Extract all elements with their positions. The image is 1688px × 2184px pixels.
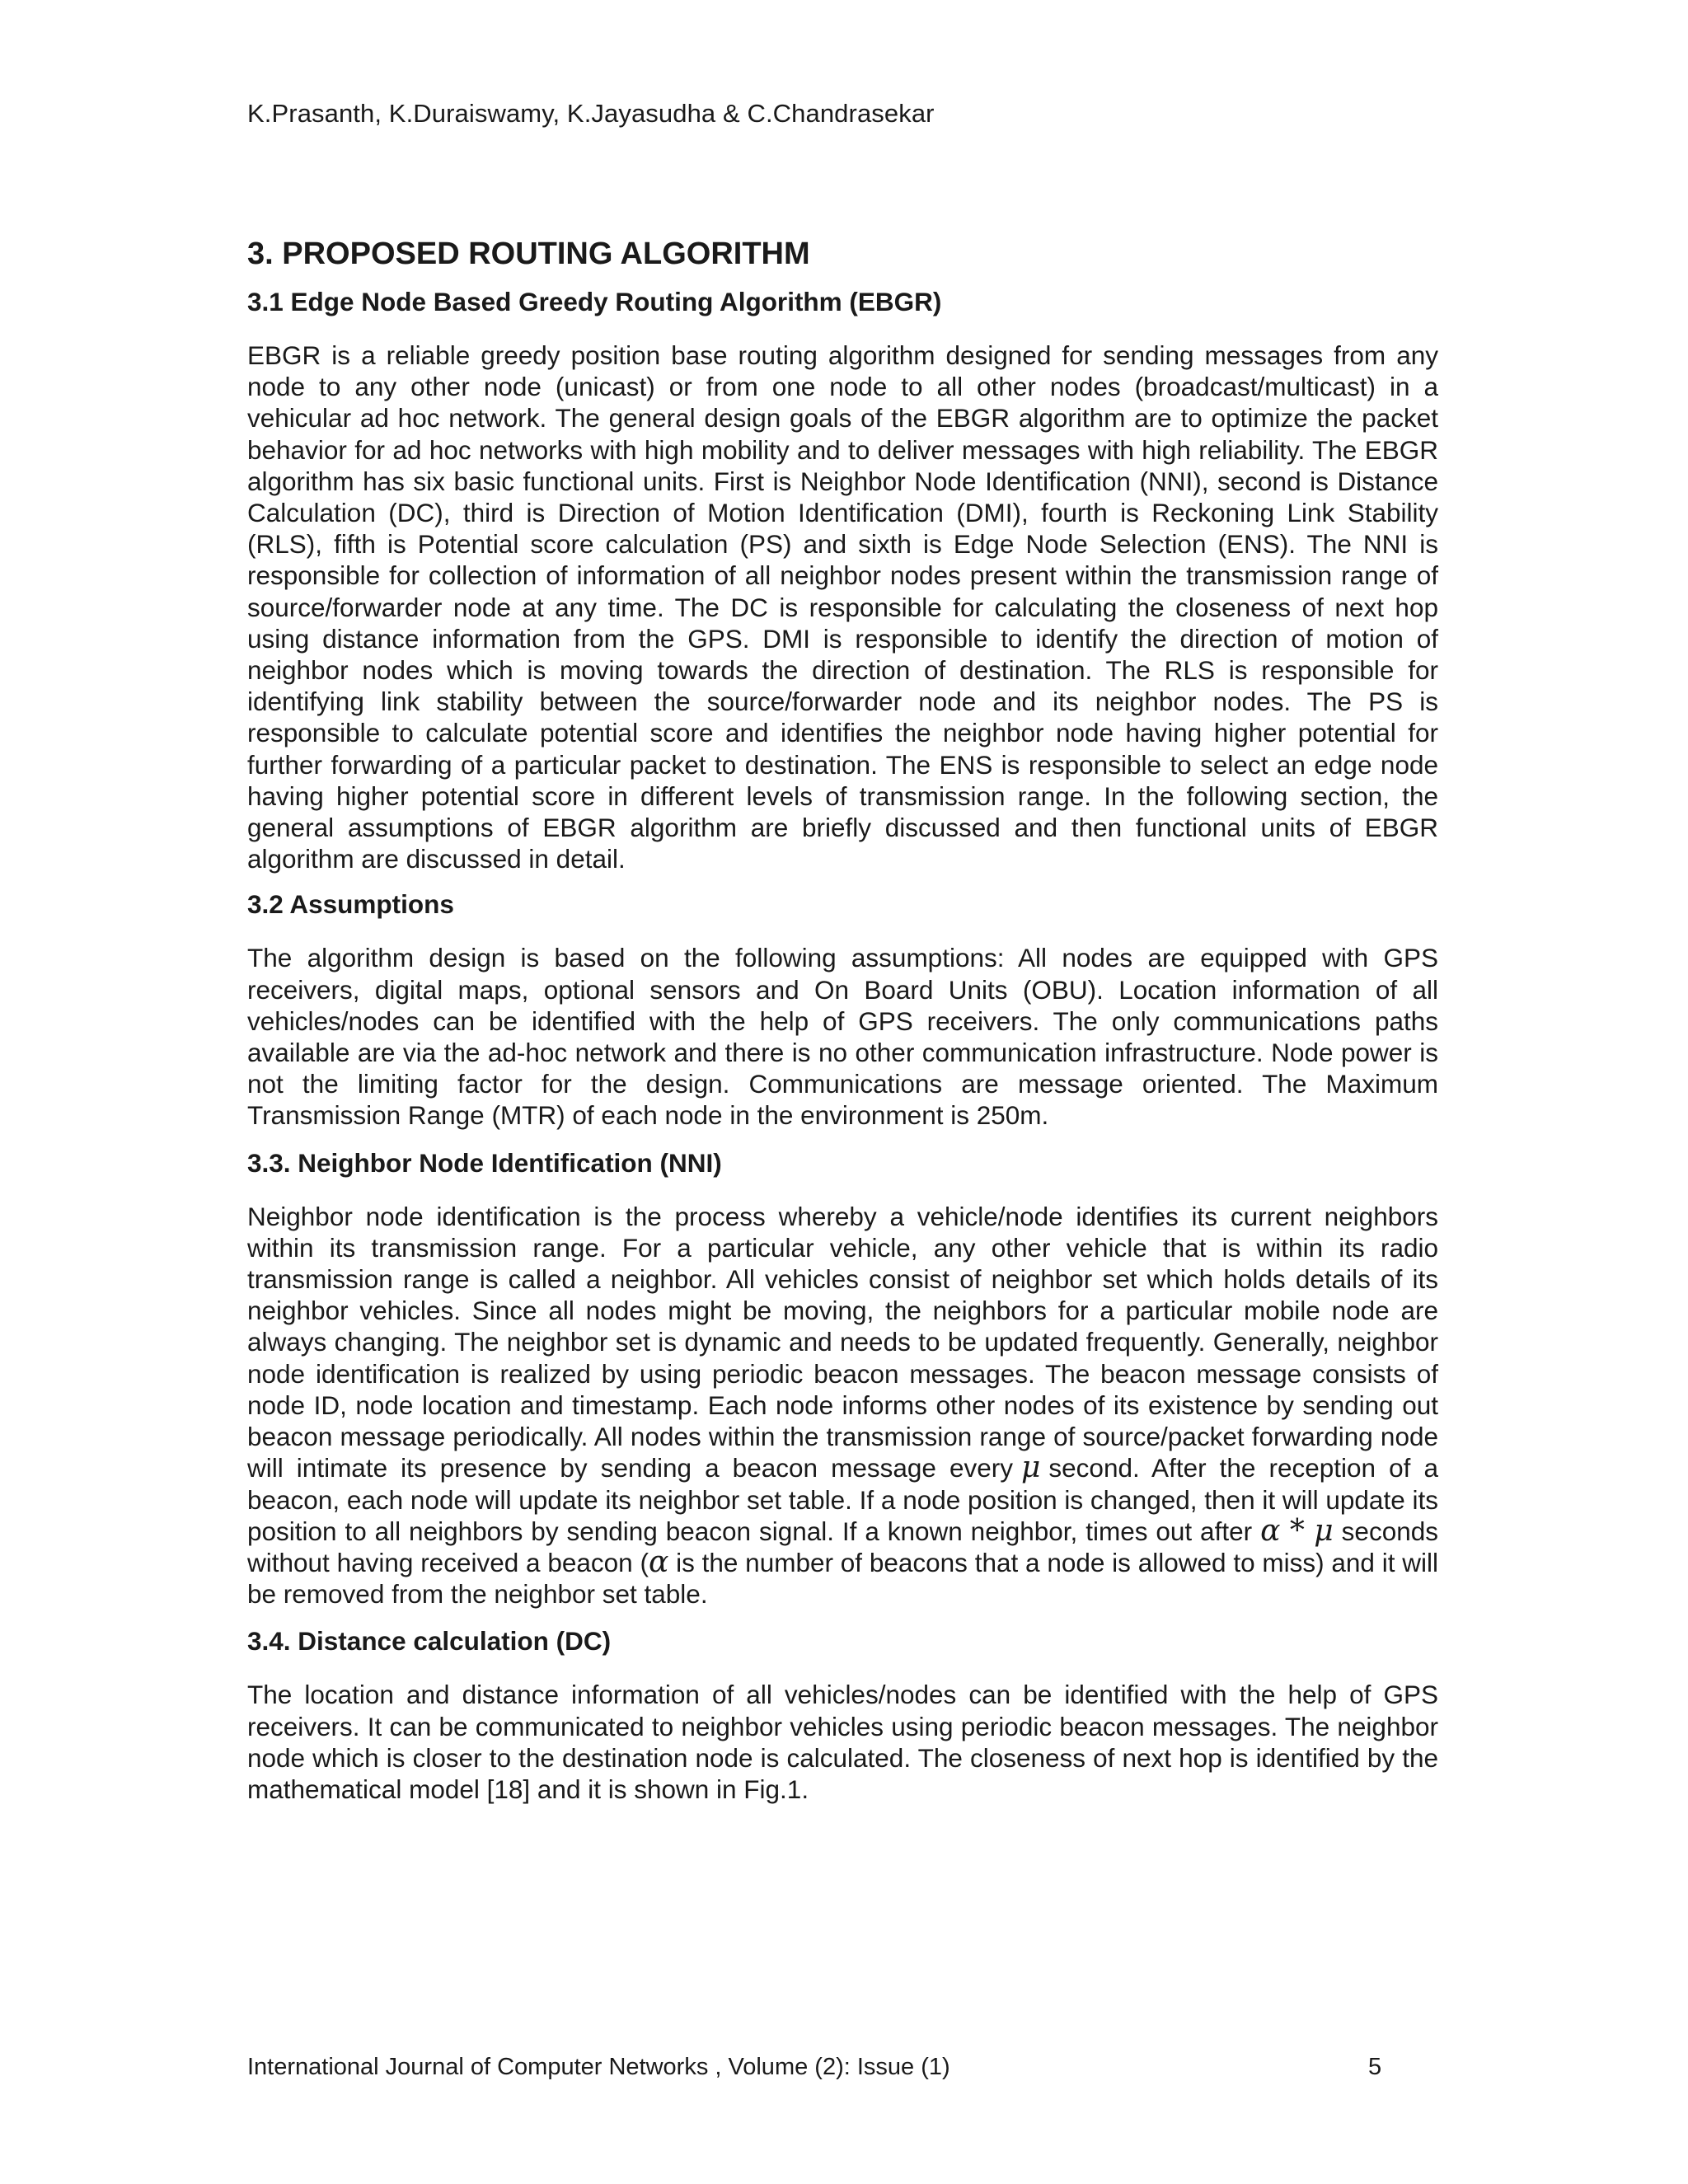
subsection-heading-3-2: 3.2 Assumptions: [247, 889, 454, 920]
math-mu: μ: [1021, 1451, 1041, 1485]
paragraph-3-3-part4: is the number of beacons that a node is allowed to miss) and it will be removed from the neighbor set table.: [247, 1547, 1438, 1610]
subsection-heading-3-3: 3.3. Neighbor Node Identification (NNI): [247, 1147, 722, 1178]
main-content: [247, 234, 1438, 1805]
paragraph-3-3-part3: seconds without having received a beacon (: [247, 1516, 1438, 1577]
subsection-heading-3-4: 3.4. Distance calculation (DC): [247, 1626, 612, 1657]
paragraph-3-2: The algorithm design is based on the following assumptions: All nodes are equipped with GPS receivers, digital maps, optional sensors and On Board Units (OBU). Location information of all vehicles/nodes can be identified with the help of GPS receivers. The only communications paths available are via the ad-hoc network and there is no other communication infrastructure. Node power is not the limiting factor for the design. Communications are message oriented. The Maximum Transmission Range (MTR) of each node in the environment is 250m.: [247, 943, 1438, 1131]
paragraph-3-3-part2: second. After the reception of a beacon, each node will update its neighbor set table. If a node position is changed, then it will update its position to all neighbors by sending beacon signal. If a known neighbor, times out after: [247, 1453, 1438, 1546]
math-alpha: α: [648, 1544, 669, 1579]
math-alpha-times-mu: α * μ: [1260, 1513, 1334, 1548]
footer-page-number: 5: [1368, 2054, 1382, 2080]
paragraph-3-4: The location and distance information of all vehicles/nodes can be identified with the help of GPS receivers. It can be communicated to neighbor vehicles using periodic beacon messages. The neighbor node which is closer to the destination node is calculated. The closeness of next hop is identified by the mathematical model [18] and it is shown in Fig.1.: [247, 1680, 1438, 1804]
running-head-authors: K.Prasanth, K.Duraiswamy, K.Jayasudha & C.Chandrasekar: [247, 99, 935, 128]
paragraph-3-1: EBGR is a reliable greedy position base routing algorithm designed for sending messages from any node to any other node (unicast) or from one node to all other nodes (broadcast/multicast) in a vehicular ad hoc network. The general design goals of the EBGR algorithm are to optimize the packet behavior for ad hoc networks with high mobility and to deliver messages with high reliability. The EBGR algorithm has six basic functional units. First is Neighbor Node Identification (NNI), second is Distance Calculation (DC), third is Direction of Motion Identification (DMI), fourth is Reckoning Link Stability (RLS), fifth is Potential score calculation (PS) and sixth is Edge Node Selection (ENS). The NNI is responsible for collection of information of all neighbor nodes present within the transmission range of source/forwarder node at any time. The DC is responsible for calculating the closeness of next hop using distance information from the GPS. DMI is responsible to identify the direction of motion of neighbor nodes which is moving towards the direction of destination. The RLS is responsible for identifying link stability between the source/forwarder node and its neighbor nodes. The PS is responsible to calculate potential score and identifies the neighbor node having higher potential for further forwarding of a particular packet to destination. The ENS is responsible to select an edge node having higher potential score in different levels of transmission range. In the following section, the general assumptions of EBGR algorithm are briefly discussed and then functional units of EBGR algorithm are discussed in detail.: [247, 340, 1438, 874]
paragraph-3-3-part1: Neighbor node identification is the process whereby a vehicle/node identifies its current neighbors within its transmission range. For a particular vehicle, any other vehicle that is within its radio transmission range is called a neighbor. All vehicles consist of neighbor set which holds details of its neighbor vehicles. Since all nodes might be moving, the neighbors for a particular mobile node are always changing. The neighbor set is dynamic and needs to be updated frequently. Generally, neighbor node identification is realized by using periodic beacon messages. The beacon message consists of node ID, node location and timestamp. Each node informs other nodes of its existence by sending out beacon message periodically. All nodes within the transmission range of source/packet forwarding node will intimate its presence by sending a beacon message every: [247, 1201, 1438, 1483]
section-title: 3. PROPOSED ROUTING ALGORITHM: [247, 237, 810, 271]
footer-journal-name: International Journal of Computer Networks , Volume (2): Issue (1): [247, 2054, 950, 2080]
subsection-heading-3-1: 3.1 Edge Node Based Greedy Routing Algorithm (EBGR): [247, 287, 942, 316]
paragraph-3-3: [247, 1201, 1438, 1610]
